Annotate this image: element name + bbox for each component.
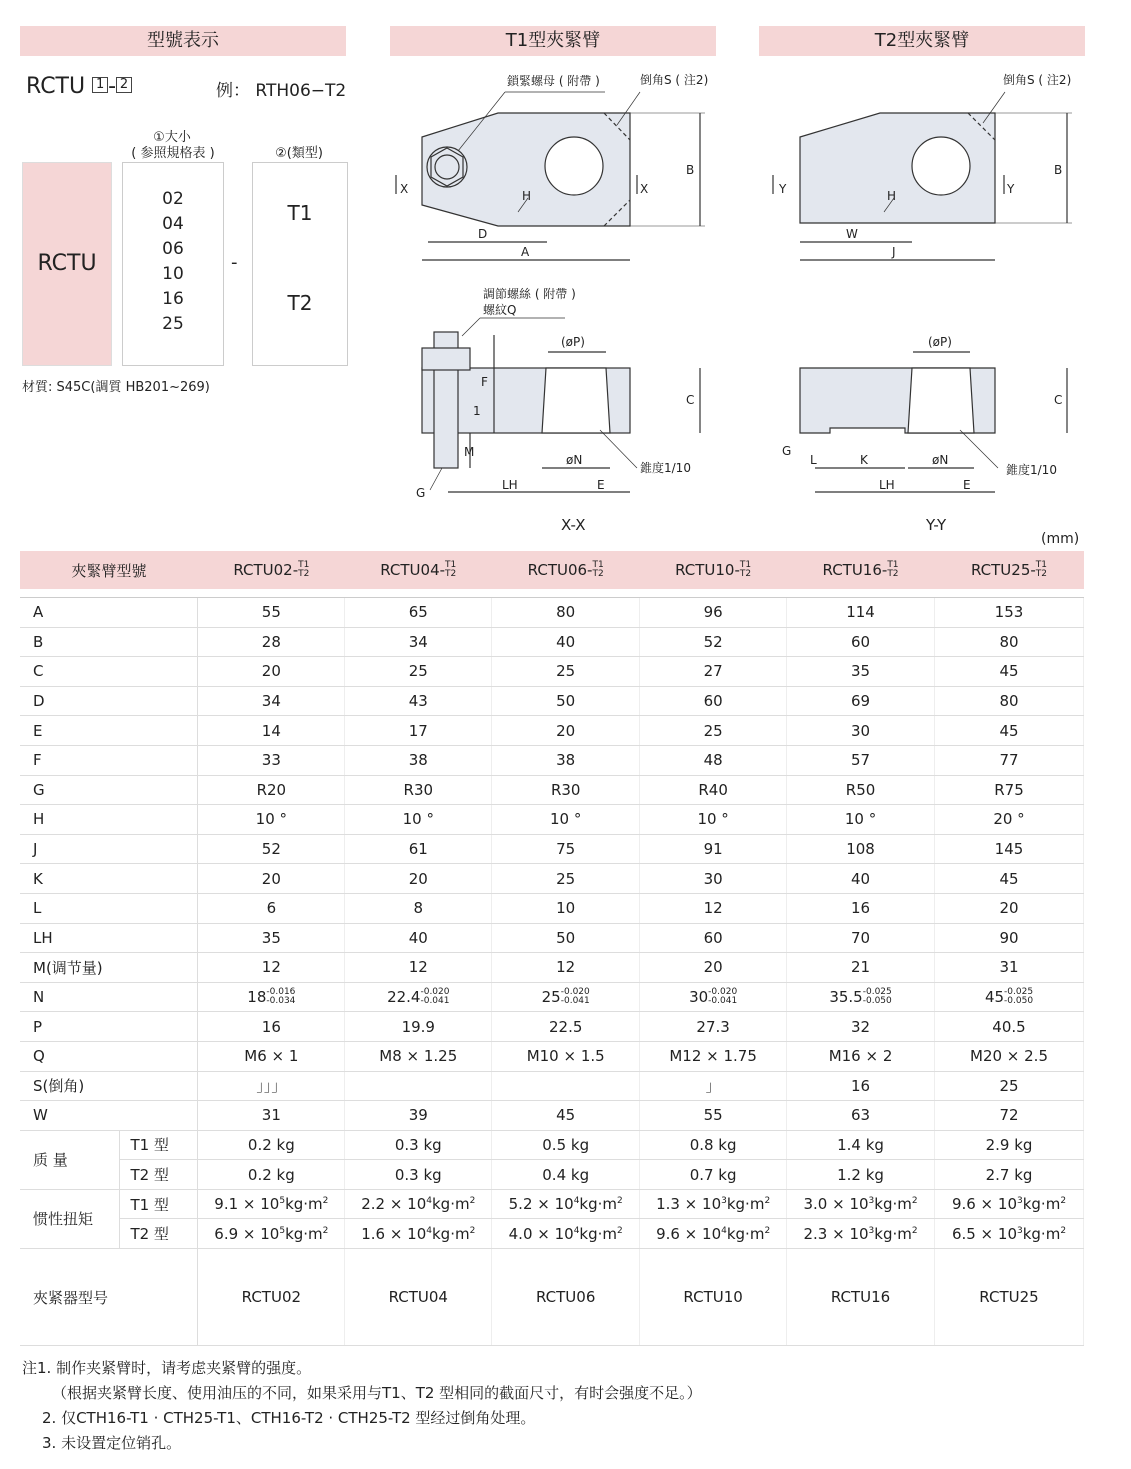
table-cell: 0.5 kg <box>492 1130 640 1160</box>
inertia-label: 惯性扭矩 <box>20 1189 120 1248</box>
sub-label: T1 型 <box>120 1130 198 1160</box>
row-label: S(倒角) <box>20 1071 198 1101</box>
svg-text:D: D <box>478 227 488 241</box>
table-cell: 16 <box>787 1071 935 1101</box>
table-cell: $2.3 \times 10^3kg\cdot m^2$ <box>787 1219 935 1249</box>
table-cell: 」 <box>640 1071 787 1101</box>
table-cell: 16 <box>198 1012 345 1042</box>
header-model: RCTU25-T1 T2 <box>935 551 1084 589</box>
series-box: RCTU <box>22 162 112 366</box>
row-label: W <box>20 1101 198 1131</box>
row-label: F <box>20 745 198 775</box>
table-cell: 34 <box>198 686 345 716</box>
table-cell: 45 <box>935 716 1084 746</box>
header-model: RCTU10-T1 T2 <box>640 551 787 589</box>
table-cell: 39 <box>345 1101 492 1131</box>
table-cell: $4.0 \times 10^4kg\cdot m^2$ <box>492 1219 640 1249</box>
table-cell: R40 <box>640 775 787 805</box>
table-cell: 1.4 kg <box>787 1130 935 1160</box>
svg-text:G: G <box>416 486 426 500</box>
svg-text:W: W <box>846 227 858 241</box>
table-cell: 61 <box>345 834 492 864</box>
table-cell: 72 <box>935 1101 1084 1131</box>
table-row <box>20 1041 1084 1071</box>
table-cell: R30 <box>492 775 640 805</box>
table-row <box>20 627 1084 657</box>
table-cell: 20 <box>198 864 345 894</box>
table-cell: 0.8 kg <box>640 1130 787 1160</box>
table-cell: 50 <box>492 923 640 953</box>
table-row <box>20 1071 1084 1101</box>
svg-text:J: J <box>892 245 896 259</box>
table-cell: 35.5-0.025 -0.050 <box>787 982 935 1012</box>
note-3: 3. 未设置定位销孔。 <box>42 1434 182 1452</box>
table-cell: 25 <box>935 1071 1084 1101</box>
table-cell: 20 ° <box>935 805 1084 835</box>
row-label: C <box>20 657 198 687</box>
table-cell: 22.4-0.020 -0.041 <box>345 982 492 1012</box>
model-prefix: RCTU <box>26 74 86 99</box>
table-cell: 30 <box>787 716 935 746</box>
table-cell: 21 <box>787 953 935 983</box>
table-cell: 80 <box>935 686 1084 716</box>
table-cell: 75 <box>492 834 640 864</box>
type-label: ②(類型) <box>275 146 323 161</box>
t2-bore <box>912 137 970 195</box>
note-1: 注1. 制作夹紧臂时，请考虑夹紧臂的强度。 <box>22 1359 312 1377</box>
table-cell: 40 <box>345 923 492 953</box>
table-cell: 14 <box>198 716 345 746</box>
svg-text:(øP): (øP) <box>561 335 585 349</box>
arm-diagrams <box>0 0 1131 550</box>
row-label: E <box>20 716 198 746</box>
table-cell: RCTU02 <box>198 1249 345 1346</box>
table-cell <box>492 1071 640 1101</box>
table-cell: 40.5 <box>935 1012 1084 1042</box>
table-cell: RCTU04 <box>345 1249 492 1346</box>
type-item: T1 <box>287 201 313 225</box>
svg-text:F: F <box>481 375 488 389</box>
table-cell: 40 <box>787 864 935 894</box>
header-t1-arm: T1型夾緊臂 <box>390 26 716 56</box>
row-label: D <box>20 686 198 716</box>
table-cell: 28 <box>198 627 345 657</box>
table-cell: 12 <box>198 953 345 983</box>
section-xx: X-X <box>561 516 586 534</box>
table-row <box>20 834 1084 864</box>
mass-label: 质 量 <box>20 1130 120 1189</box>
table-cell: 22.5 <box>492 1012 640 1042</box>
table-cell: 0.2 kg <box>198 1130 345 1160</box>
row-label: L <box>20 893 198 923</box>
svg-text:Y: Y <box>779 182 787 196</box>
table-cell: 0.4 kg <box>492 1160 640 1190</box>
table-cell: 25 <box>345 657 492 687</box>
table-cell: 27 <box>640 657 787 687</box>
sub-label: T2 型 <box>120 1219 198 1249</box>
svg-text:E: E <box>963 478 971 492</box>
table-cell: 0.3 kg <box>345 1130 492 1160</box>
table-cell: 60 <box>640 923 787 953</box>
svg-text:X: X <box>400 182 409 196</box>
table-cell: RCTU06 <box>492 1249 640 1346</box>
row-label: B <box>20 627 198 657</box>
table-cell: 25-0.020 -0.041 <box>492 982 640 1012</box>
table-cell: 16 <box>787 893 935 923</box>
row-label: N <box>20 982 198 1012</box>
table-cell: 20 <box>492 716 640 746</box>
table-cell: 52 <box>198 834 345 864</box>
table-row <box>20 1012 1084 1042</box>
table-row <box>20 982 1084 1012</box>
size-label-2: ( 参照規格表 ) <box>131 146 215 161</box>
table-cell: 38 <box>345 745 492 775</box>
table-cell: 19.9 <box>345 1012 492 1042</box>
adjust-screw-label: 調節螺絲 ( 附帶 ) <box>483 287 576 301</box>
table-cell: 12 <box>345 953 492 983</box>
table-row <box>20 657 1084 687</box>
table-cell: 8 <box>345 893 492 923</box>
table-row <box>20 805 1084 835</box>
header-arm-model: 夾緊臂型號 <box>20 551 198 589</box>
table-cell: 45 <box>492 1101 640 1131</box>
table-cell: 70 <box>787 923 935 953</box>
chamfer-label-t2: 倒角S ( 注2) <box>1003 73 1072 87</box>
table-cell: 40 <box>492 627 640 657</box>
table-cell: $3.0 \times 10^3kg\cdot m^2$ <box>787 1189 935 1219</box>
row-label: A <box>20 598 198 628</box>
table-cell: 10 ° <box>787 805 935 835</box>
header-model: RCTU06-T1 T2 <box>492 551 640 589</box>
table-cell: M6 × 1 <box>198 1041 345 1071</box>
table-cell: $9.6 \times 10^3kg\cdot m^2$ <box>935 1189 1084 1219</box>
table-cell: 52 <box>640 627 787 657</box>
table-cell: 48 <box>640 745 787 775</box>
table-cell: $9.1 \times 10^5kg\cdot m^2$ <box>198 1189 345 1219</box>
note-1b: （根据夹紧臂长度、使用油压的不同，如果采用与T1、T2 型相同的截面尺寸，有时会强度不足。） <box>52 1384 702 1402</box>
svg-text:(øP): (øP) <box>928 335 952 349</box>
table-cell: 6 <box>198 893 345 923</box>
table-header-row <box>20 551 1084 589</box>
table-cell: 10 ° <box>198 805 345 835</box>
svg-text:錐度1/10: 錐度1/10 <box>640 461 691 475</box>
table-cell: 27.3 <box>640 1012 787 1042</box>
table-row <box>20 1101 1084 1131</box>
size-item: 25 <box>162 314 184 334</box>
table-cell: $1.3 \times 10^3kg\cdot m^2$ <box>640 1189 787 1219</box>
table-cell: 96 <box>640 598 787 628</box>
section-yy: Y-Y <box>926 516 947 534</box>
table-cell: 25 <box>640 716 787 746</box>
table-cell: 10 ° <box>640 805 787 835</box>
table-cell: 30 <box>640 864 787 894</box>
table-cell: 1.2 kg <box>787 1160 935 1190</box>
table-cell: 0.3 kg <box>345 1160 492 1190</box>
row-label: J <box>20 834 198 864</box>
table-cell: 18-0.016 -0.034 <box>198 982 345 1012</box>
table-cell: 20 <box>935 893 1084 923</box>
svg-text:LH: LH <box>502 478 518 492</box>
svg-text:E: E <box>597 478 605 492</box>
table-cell: 25 <box>492 864 640 894</box>
row-label: LH <box>20 923 198 953</box>
table-cell: 80 <box>935 627 1084 657</box>
table-cell: $6.9 \times 10^5kg\cdot m^2$ <box>198 1219 345 1249</box>
table-cell: 0.7 kg <box>640 1160 787 1190</box>
size-item: 04 <box>162 214 184 234</box>
table-row <box>20 1130 1084 1160</box>
table-cell: 65 <box>345 598 492 628</box>
svg-text:B: B <box>686 163 695 177</box>
table-cell: $6.5 \times 10^3kg\cdot m^2$ <box>935 1219 1084 1249</box>
table-cell: 12 <box>492 953 640 983</box>
svg-text:Y: Y <box>1007 182 1015 196</box>
code-separator: - <box>231 252 238 273</box>
table-cell: 35 <box>198 923 345 953</box>
table-cell: 2.7 kg <box>935 1160 1084 1190</box>
svg-text:G: G <box>782 444 792 458</box>
unit-label: (mm) <box>1041 531 1080 547</box>
table-cell: 38 <box>492 745 640 775</box>
table-cell: RCTU10 <box>640 1249 787 1346</box>
table-cell: 153 <box>935 598 1084 628</box>
thread-q-label: 螺紋Q <box>483 303 517 317</box>
header-model: RCTU02-T1 T2 <box>198 551 345 589</box>
chamfer-label-t1: 倒角S ( 注2) <box>640 73 709 87</box>
table-cell: 25 <box>492 657 640 687</box>
table-cell: 55 <box>640 1101 787 1131</box>
sub-label: T2 型 <box>120 1160 198 1190</box>
size-item: 02 <box>162 189 184 209</box>
table-cell: 10 <box>492 893 640 923</box>
size-item: 10 <box>162 264 184 284</box>
table-row <box>20 745 1084 775</box>
table-cell: 33 <box>198 745 345 775</box>
table-cell: 17 <box>345 716 492 746</box>
header-model-display: 型號表示 <box>20 26 346 56</box>
size-item: 16 <box>162 289 184 309</box>
size-label-1: ①大小 <box>153 130 191 145</box>
table-cell: R50 <box>787 775 935 805</box>
table-cell: $9.6 \times 10^4kg\cdot m^2$ <box>640 1219 787 1249</box>
table-cell: 31 <box>935 953 1084 983</box>
table-cell: 45-0.025 -0.050 <box>935 982 1084 1012</box>
table-row <box>20 1160 1084 1190</box>
note-2: 2. 仅CTH16-T1 · CTH25-T1、CTH16-T2 · CTH25-T2 型经过倒角处理。 <box>42 1409 536 1427</box>
notes <box>22 1356 702 1456</box>
code-dash: - <box>108 74 117 99</box>
table-cell: 31 <box>198 1101 345 1131</box>
table-cell <box>345 1071 492 1101</box>
table-row <box>20 775 1084 805</box>
table-row <box>20 686 1084 716</box>
box-1: 1 <box>92 77 108 93</box>
spec-table <box>20 551 1084 1346</box>
svg-text:C: C <box>686 393 695 407</box>
table-cell: 30-0.020 -0.041 <box>640 982 787 1012</box>
table-row <box>20 864 1084 894</box>
table-cell: R75 <box>935 775 1084 805</box>
material-note: 材質: S45C(調質 HB201~269) <box>22 380 210 395</box>
table-cell: 114 <box>787 598 935 628</box>
table-cell: 90 <box>935 923 1084 953</box>
box-2: 2 <box>116 77 132 93</box>
table-cell: M20 × 2.5 <box>935 1041 1084 1071</box>
header-model: RCTU16-T1 T2 <box>787 551 935 589</box>
table-row <box>20 1249 1084 1346</box>
table-row <box>20 953 1084 983</box>
svg-text:K: K <box>860 453 868 467</box>
svg-text:B: B <box>1054 163 1063 177</box>
row-label: Q <box>20 1041 198 1071</box>
size-item: 06 <box>162 239 184 259</box>
table-cell: M16 × 2 <box>787 1041 935 1071</box>
header-t2-arm: T2型夾緊臂 <box>759 26 1085 56</box>
table-cell: 20 <box>198 657 345 687</box>
table-cell: 34 <box>345 627 492 657</box>
row-label: G <box>20 775 198 805</box>
table-row <box>20 1219 1084 1249</box>
svg-text:H: H <box>887 189 897 203</box>
t1-lock-nut <box>427 147 467 187</box>
table-cell: 108 <box>787 834 935 864</box>
table-cell: 12 <box>640 893 787 923</box>
svg-text:X: X <box>640 182 649 196</box>
table-cell: R30 <box>345 775 492 805</box>
table-cell: 57 <box>787 745 935 775</box>
row-label: K <box>20 864 198 894</box>
svg-text:L: L <box>810 453 817 467</box>
svg-text:øN: øN <box>932 453 949 467</box>
table-cell: 2.9 kg <box>935 1130 1084 1160</box>
table-row <box>20 923 1084 953</box>
table-cell: 63 <box>787 1101 935 1131</box>
table-cell: 20 <box>345 864 492 894</box>
table-cell: $2.2 \times 10^4kg\cdot m^2$ <box>345 1189 492 1219</box>
table-cell: 45 <box>935 657 1084 687</box>
svg-text:A: A <box>521 245 530 259</box>
table-cell: 60 <box>787 627 935 657</box>
table-cell: 0.2 kg <box>198 1160 345 1190</box>
t1-bore <box>545 137 603 195</box>
sub-label: T1 型 <box>120 1189 198 1219</box>
table-cell: RCTU25 <box>935 1249 1084 1346</box>
table-cell: $5.2 \times 10^4kg\cdot m^2$ <box>492 1189 640 1219</box>
table-row <box>20 716 1084 746</box>
table-cell: 10 ° <box>492 805 640 835</box>
table-cell: 10 ° <box>345 805 492 835</box>
table-cell: 」」」 <box>198 1071 345 1101</box>
svg-text:LH: LH <box>879 478 895 492</box>
lock-nut-label: 鎖緊螺母 ( 附帶 ) <box>507 74 600 88</box>
table-cell: 32 <box>787 1012 935 1042</box>
type-item: T2 <box>287 291 313 315</box>
table-cell: $1.6 \times 10^4kg\cdot m^2$ <box>345 1219 492 1249</box>
table-cell: 50 <box>492 686 640 716</box>
example-value: RTH06−T2 <box>255 81 347 101</box>
table-cell: 35 <box>787 657 935 687</box>
table-cell: 145 <box>935 834 1084 864</box>
svg-text:C: C <box>1054 393 1063 407</box>
table-row <box>20 1189 1084 1219</box>
table-row <box>20 598 1084 628</box>
table-cell: 69 <box>787 686 935 716</box>
table-cell: 45 <box>935 864 1084 894</box>
table-cell: 80 <box>492 598 640 628</box>
table-cell: M12 × 1.75 <box>640 1041 787 1071</box>
row-label: M(调节量) <box>20 953 198 983</box>
clamp-label: 夾紧器型号 <box>20 1249 198 1346</box>
svg-text:1: 1 <box>473 404 481 418</box>
table-cell: 43 <box>345 686 492 716</box>
table-cell: RCTU16 <box>787 1249 935 1346</box>
example-label: 例： <box>216 81 250 101</box>
table-cell: R20 <box>198 775 345 805</box>
table-cell: M10 × 1.5 <box>492 1041 640 1071</box>
row-label: P <box>20 1012 198 1042</box>
table-cell: 77 <box>935 745 1084 775</box>
table-row <box>20 893 1084 923</box>
svg-text:錐度1/10: 錐度1/10 <box>1006 463 1057 477</box>
table-cell: 91 <box>640 834 787 864</box>
svg-text:øN: øN <box>566 453 583 467</box>
header-model: RCTU04-T1 T2 <box>345 551 492 589</box>
svg-text:M: M <box>464 445 475 459</box>
table-cell: 55 <box>198 598 345 628</box>
table-cell: 60 <box>640 686 787 716</box>
row-label: H <box>20 805 198 835</box>
side-nut <box>422 348 470 370</box>
table-cell: M8 × 1.25 <box>345 1041 492 1071</box>
svg-text:H: H <box>522 189 532 203</box>
table-cell: 20 <box>640 953 787 983</box>
